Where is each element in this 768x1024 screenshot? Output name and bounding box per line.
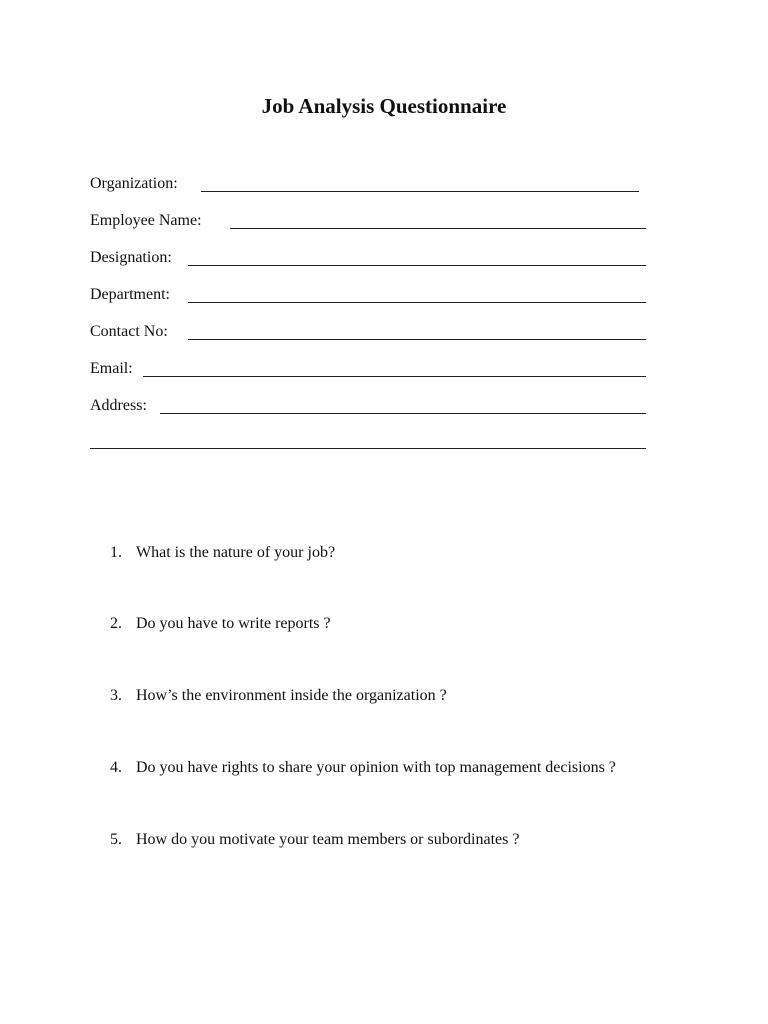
contact-no-blank-line[interactable] [188, 339, 646, 340]
employee-name-field[interactable] [90, 210, 650, 232]
question-text: How do you motivate your team members or subordinates ? [136, 831, 520, 848]
question-number: 2. [110, 615, 122, 632]
email-blank-line[interactable] [143, 376, 646, 377]
question-number: 5. [110, 831, 122, 848]
question-text: What is the nature of your job? [136, 544, 336, 561]
question-item [110, 757, 616, 779]
question-item [110, 613, 331, 635]
employee-name-blank-line[interactable] [230, 228, 646, 229]
question-text: How’s the environment inside the organization ? [136, 687, 447, 704]
address-continuation-line[interactable] [90, 448, 646, 449]
organization-label: Organization: [90, 175, 178, 192]
department-label: Department: [90, 286, 170, 303]
address-blank-line[interactable] [160, 413, 646, 414]
contact-no-label: Contact No: [90, 323, 168, 340]
designation-label: Designation: [90, 249, 172, 266]
email-label: Email: [90, 360, 133, 377]
department-blank-line[interactable] [188, 302, 646, 303]
address-field[interactable] [90, 395, 650, 417]
designation-blank-line[interactable] [188, 265, 646, 266]
address-label: Address: [90, 397, 147, 414]
organization-field[interactable] [90, 173, 650, 195]
organization-blank-line[interactable] [201, 191, 639, 192]
employee-name-label: Employee Name: [90, 212, 202, 229]
designation-field[interactable] [90, 247, 650, 269]
email-field[interactable] [90, 358, 650, 380]
question-item [110, 542, 335, 564]
document-title: Job Analysis Questionnaire [261, 94, 507, 118]
question-text: Do you have to write reports ? [136, 615, 331, 632]
question-item [110, 829, 519, 851]
department-field[interactable] [90, 284, 650, 306]
contact-no-field[interactable] [90, 321, 650, 343]
question-number: 4. [110, 759, 122, 776]
question-number: 1. [110, 544, 122, 561]
question-item [110, 685, 447, 707]
question-number: 3. [110, 687, 122, 704]
question-text: Do you have rights to share your opinion with top management decisions ? [136, 759, 616, 776]
